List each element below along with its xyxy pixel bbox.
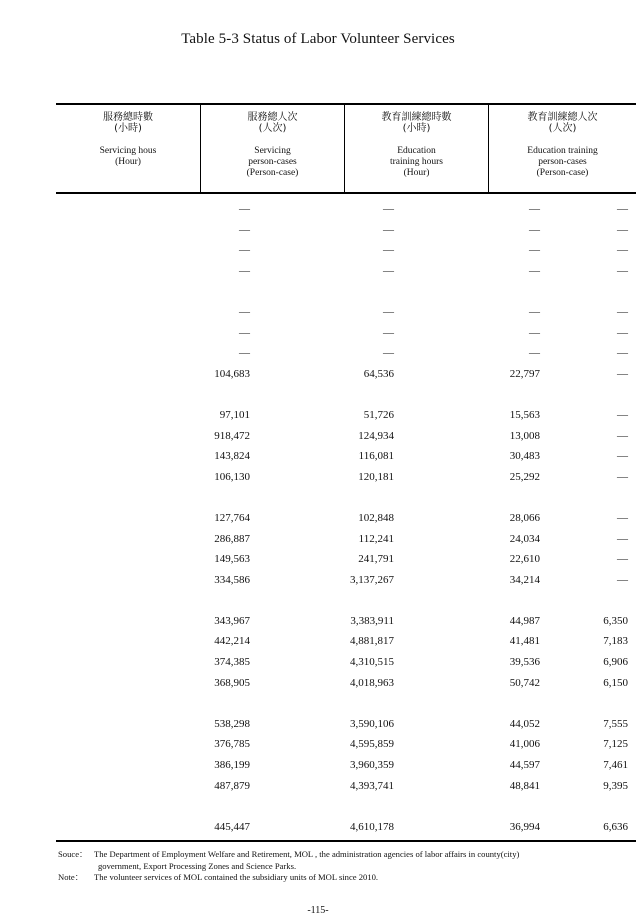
table-row [56, 759, 636, 780]
table-row [56, 409, 636, 430]
table-row [56, 368, 636, 389]
table-row [56, 265, 636, 286]
table-cell: 22,610 [509, 553, 540, 566]
header-en-line2: (Hour) [115, 157, 141, 167]
table-cell: 112,241 [358, 532, 394, 545]
table-cell: 4,881,817 [350, 635, 394, 648]
header-en-line2: person-cases [248, 157, 297, 167]
table-cell: 97,101 [219, 408, 250, 421]
table-row [56, 821, 636, 842]
table-cell: 6,150 [603, 676, 628, 689]
table-cell: — [239, 347, 250, 360]
header-zh-line1: 教育訓練總時數 [381, 112, 452, 123]
general-note [58, 872, 633, 884]
table-body [56, 203, 636, 841]
table-cell: 25,292 [509, 470, 540, 483]
table-cell: 4,595,859 [350, 738, 394, 751]
table-cell: — [617, 429, 628, 442]
table-cell: 487,879 [214, 779, 250, 792]
table-row [56, 244, 636, 265]
table-cell: 104,683 [214, 367, 250, 380]
table-cell: 120,181 [358, 470, 394, 483]
table-row [56, 224, 636, 245]
header-en-line1: Servicing hous [99, 146, 157, 156]
table-cell: 44,052 [509, 717, 540, 730]
table-cell: — [383, 244, 394, 257]
table-row [56, 677, 636, 698]
table-row [56, 635, 636, 656]
table-cell: — [529, 347, 540, 360]
table-cell: 44,597 [509, 759, 540, 772]
header-en-line3: (Person-case) [246, 168, 299, 178]
table-cell: 7,125 [603, 738, 628, 751]
table-cell: 28,066 [509, 511, 540, 524]
source-text-line2: government, Export Processing Zones and Science Parks. [98, 860, 297, 871]
table-cell: — [617, 450, 628, 463]
table-cell: 6,350 [603, 614, 628, 627]
table-row [56, 615, 636, 636]
table-cell: — [617, 367, 628, 380]
table-row [56, 327, 636, 348]
column-header-training-hours [345, 112, 488, 179]
table-row [56, 430, 636, 451]
table-cell: — [617, 573, 628, 586]
table-row [56, 203, 636, 224]
table-cell: — [239, 264, 250, 277]
table-cell: 13,008 [509, 429, 540, 442]
table-cell: 41,481 [509, 635, 540, 648]
table-cell: 106,130 [214, 470, 250, 483]
table-cell: 116,081 [358, 450, 394, 463]
table-cell: 445,447 [214, 820, 250, 833]
table-cell: 7,555 [603, 717, 628, 730]
table-cell: — [617, 244, 628, 257]
table-cell: 286,887 [214, 532, 250, 545]
table-cell: 143,824 [214, 450, 250, 463]
header-en-line1: Servicing [254, 146, 291, 156]
table-cell: 30,483 [509, 450, 540, 463]
table-cell: 15,563 [509, 408, 540, 421]
table-cell: 334,586 [214, 573, 250, 586]
table-cell: — [239, 244, 250, 257]
table-cell: — [617, 553, 628, 566]
table-cell: 241,791 [358, 553, 394, 566]
column-header-training-cases [489, 112, 636, 179]
table-cell: — [529, 326, 540, 339]
table-cell: — [239, 223, 250, 236]
header-zh-line1: 服務總時數 [103, 112, 153, 123]
table-cell: 50,742 [509, 676, 540, 689]
table-cell: — [617, 305, 628, 318]
table-row [56, 738, 636, 759]
table-cell: 3,383,911 [350, 614, 394, 627]
table-row [56, 533, 636, 554]
note-text: The volunteer services of MOL contained the subsidiary units of MOL since 2010. [94, 872, 379, 882]
table-cell: — [383, 326, 394, 339]
table-cell: 7,183 [603, 635, 628, 648]
table-cell: — [617, 511, 628, 524]
table-cell: — [239, 203, 250, 215]
header-en-line3: (Person-case) [536, 168, 589, 178]
header-en-line1: Education [397, 146, 436, 156]
table-cell: — [383, 223, 394, 236]
table-cell: 9,395 [603, 779, 628, 792]
header-en-line1: Education training [527, 146, 598, 156]
table-cell: 4,610,178 [350, 820, 394, 833]
table-cell: — [617, 470, 628, 483]
page-title: Table 5-3 Status of Labor Volunteer Services [181, 31, 455, 47]
table-cell: 6,636 [603, 820, 628, 833]
table-row [56, 656, 636, 677]
table-cell: 3,590,106 [350, 717, 394, 730]
table-cell: 149,563 [214, 553, 250, 566]
table-row [56, 718, 636, 739]
table-cell: 102,848 [358, 511, 394, 524]
column-header-service-hours [56, 112, 200, 168]
table-spacer [56, 388, 636, 409]
source-note [58, 849, 633, 861]
table-cell: — [529, 264, 540, 277]
table-cell: — [529, 305, 540, 318]
footnotes [58, 849, 633, 884]
table-cell: — [617, 223, 628, 236]
table-cell: — [239, 305, 250, 318]
header-zh-line2: (人次) [258, 123, 287, 134]
table-spacer [56, 285, 636, 306]
table-spacer [56, 594, 636, 615]
table-cell: — [239, 326, 250, 339]
table-cell: — [383, 264, 394, 277]
table-cell: — [617, 326, 628, 339]
header-en-line2: training hours [389, 157, 444, 167]
table-row [56, 512, 636, 533]
header-zh-line2: (小時) [402, 123, 431, 134]
table-cell: 6,906 [603, 656, 628, 669]
table-row [56, 471, 636, 492]
table-cell: 7,461 [603, 759, 628, 772]
table-cell: 44,987 [509, 614, 540, 627]
table-row [56, 574, 636, 595]
table-header-rule [56, 192, 636, 194]
header-zh-line1: 教育訓練總人次 [527, 112, 598, 123]
table-cell: 918,472 [214, 429, 250, 442]
table-cell: 24,034 [509, 532, 540, 545]
table-cell: — [383, 203, 394, 215]
table-cell: 368,905 [214, 676, 250, 689]
table-cell: 4,310,515 [350, 656, 394, 669]
table-cell: — [617, 532, 628, 545]
table-cell: 48,841 [509, 779, 540, 792]
table-cell: — [617, 408, 628, 421]
table-row [56, 553, 636, 574]
table-cell: 127,764 [214, 511, 250, 524]
table-cell: 22,797 [509, 367, 540, 380]
header-zh-line2: (小時) [114, 123, 142, 134]
table-cell: 538,298 [214, 717, 250, 730]
header-en-line3: (Hour) [403, 168, 430, 178]
table-cell: 51,726 [363, 408, 394, 421]
note-label: Note： [58, 872, 84, 882]
table-cell: — [529, 203, 540, 215]
table-cell: — [617, 203, 628, 215]
table-cell: 41,006 [509, 738, 540, 751]
table-cell: — [529, 223, 540, 236]
source-label: Souce： [58, 849, 88, 859]
table-spacer [56, 800, 636, 821]
table-cell: 36,994 [509, 820, 540, 833]
table-cell: 374,385 [214, 656, 250, 669]
table-row [56, 347, 636, 368]
header-zh-line2: (人次) [548, 123, 577, 134]
table-cell: 39,536 [509, 656, 540, 669]
table-cell: 4,018,963 [350, 676, 394, 689]
table-row [56, 450, 636, 471]
header-zh-line1: 服務總人次 [247, 112, 298, 123]
table-cell: 64,536 [363, 367, 394, 380]
table-bottom-rule [56, 840, 636, 842]
table-cell: 343,967 [214, 614, 250, 627]
source-text-line1: The Department of Employment Welfare and Retirement, MOL , the administration agencies of labor affairs in county(city) [94, 849, 520, 859]
table-cell: 4,393,741 [350, 779, 394, 792]
table-cell: 376,785 [214, 738, 250, 751]
table-cell: 3,137,267 [350, 573, 394, 586]
table-cell: 3,960,359 [350, 759, 394, 772]
table-cell: 442,214 [214, 635, 250, 648]
table-cell: — [383, 305, 394, 318]
table-cell: 124,934 [358, 429, 394, 442]
table-row [56, 306, 636, 327]
page-number: -115- [307, 905, 329, 916]
column-header-service-cases [201, 112, 344, 179]
table-row [56, 780, 636, 801]
table-cell: — [383, 347, 394, 360]
table-cell: — [617, 264, 628, 277]
table-cell: 34,214 [509, 573, 540, 586]
table-cell: — [529, 244, 540, 257]
table-cell: — [617, 347, 628, 360]
table-spacer [56, 491, 636, 512]
table-cell: 386,199 [214, 759, 250, 772]
header-en-line2: person-cases [538, 157, 587, 167]
table-top-rule [56, 103, 636, 105]
table-spacer [56, 697, 636, 718]
